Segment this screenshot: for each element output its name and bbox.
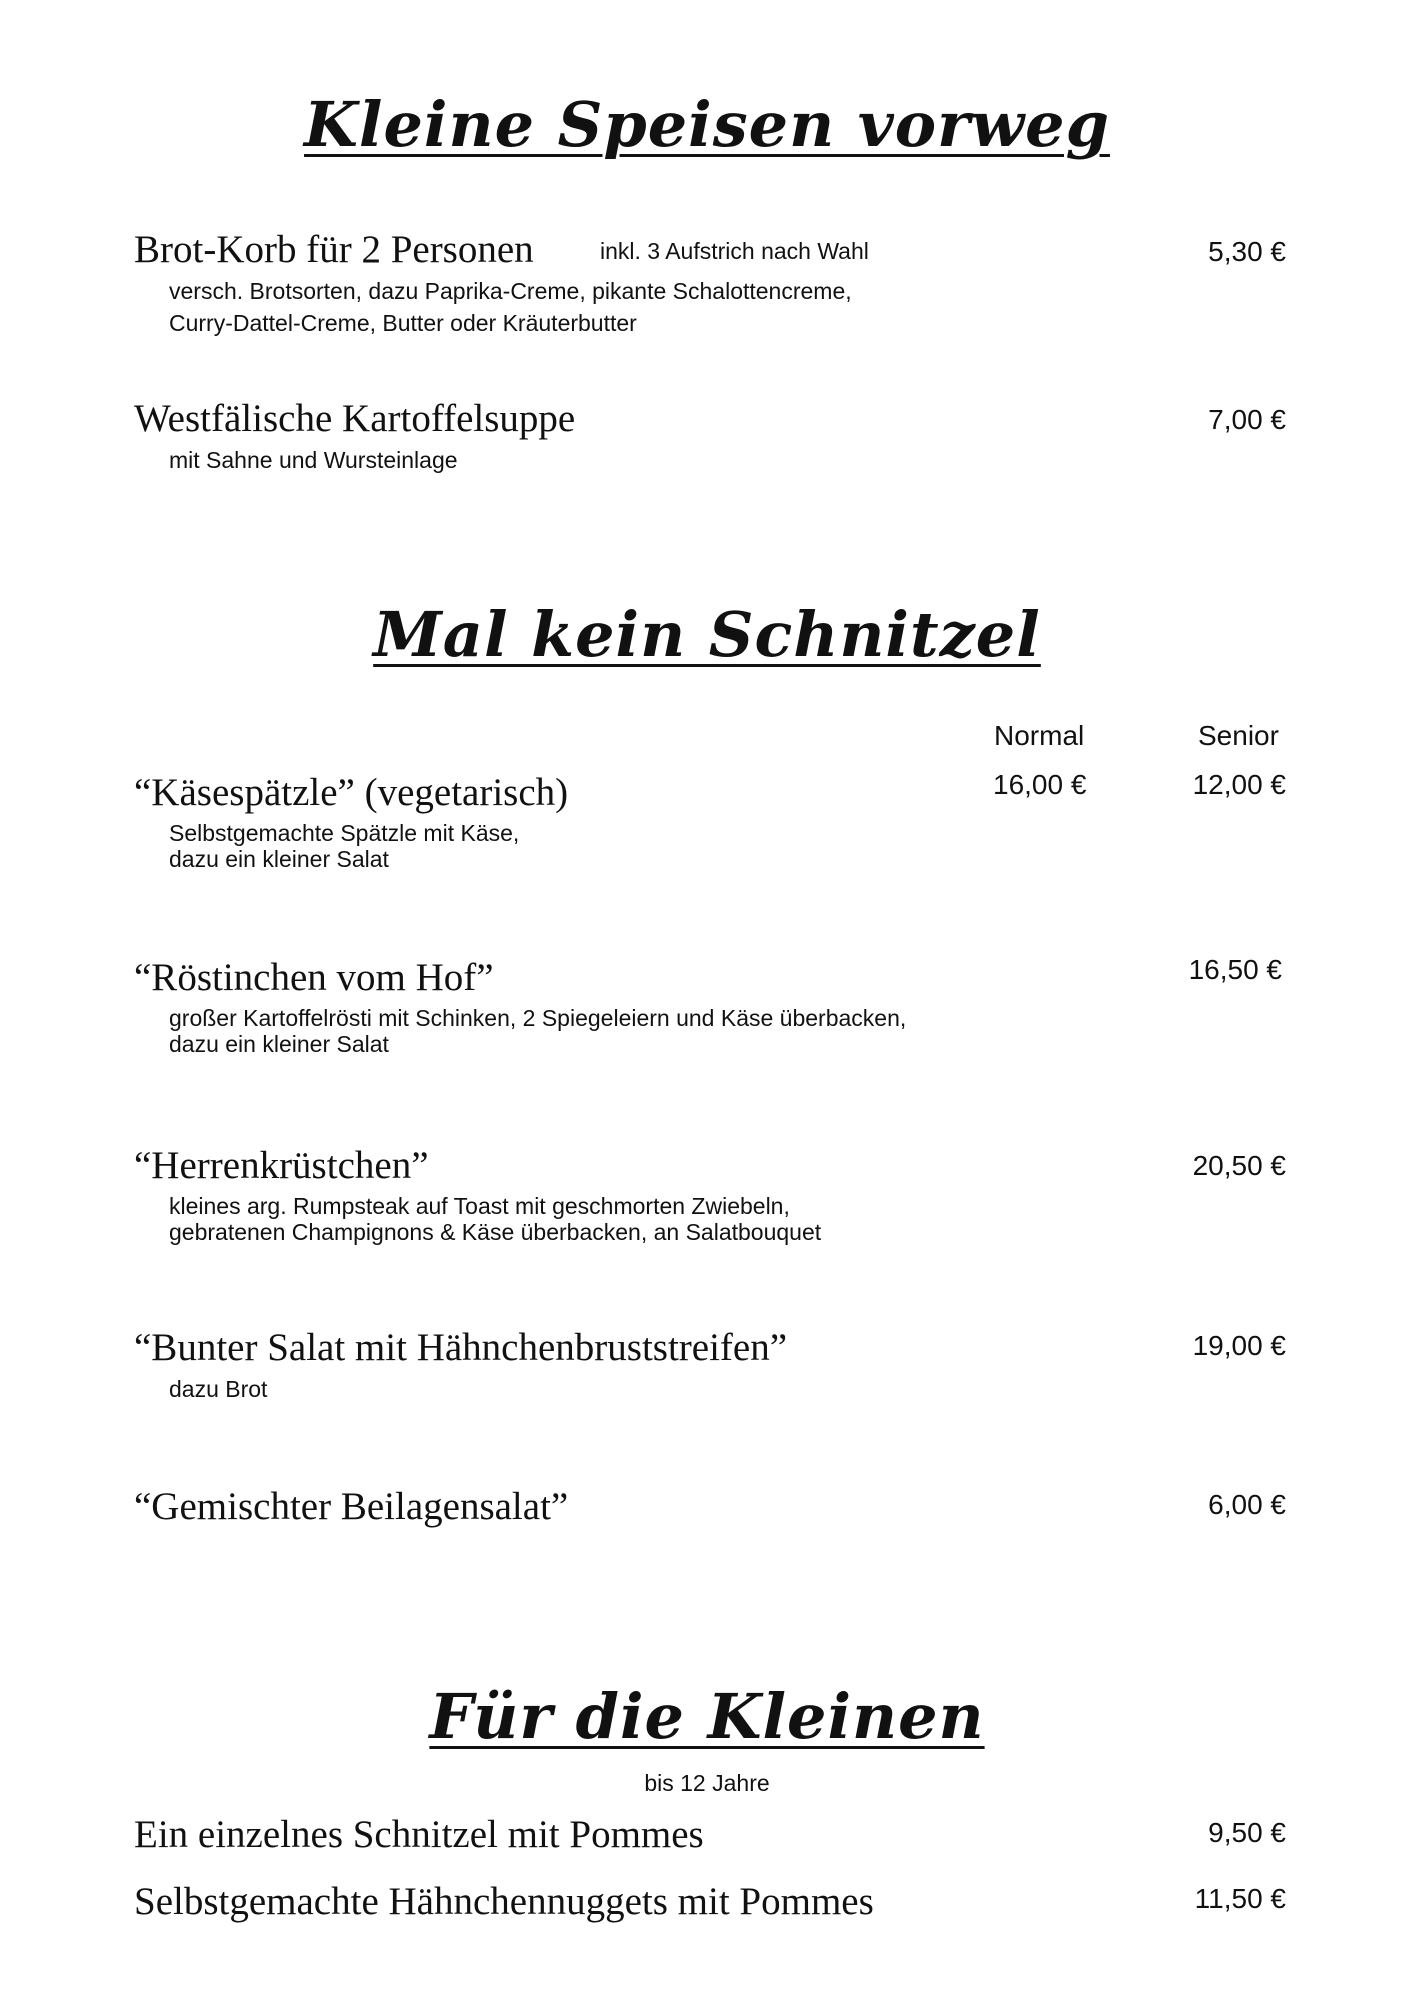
item-desc-kaesespaetzle-2: dazu ein kleiner Salat	[169, 846, 389, 872]
item-price-roestinchen: 16,50 €	[1188, 954, 1282, 985]
item-price-kartoffelsuppe: 7,00 €	[1208, 404, 1286, 435]
item-price-normal-kaesespaetzle: 16,00 €	[993, 769, 1087, 800]
item-desc-herrenkruestchen-1: kleines arg. Rumpsteak auf Toast mit geschmorten Zwiebeln,	[169, 1193, 790, 1219]
item-desc-kaesespaetzle-1: Selbstgemachte Spätzle mit Käse,	[169, 820, 520, 846]
section-title-schnitzel: Mal kein Schnitzel	[373, 598, 1041, 671]
item-name-schnitzel-pommes: Ein einzelnes Schnitzel mit Pommes	[134, 1813, 704, 1856]
item-name-herrenkruestchen: “Herrenkrüstchen”	[134, 1144, 429, 1187]
item-name-kaesespaetzle: “Käsespätzle” (vegetarisch)	[134, 771, 569, 814]
section-title-kleinen: Für die Kleinen	[429, 1680, 985, 1753]
item-price-beilagensalat: 6,00 €	[1208, 1489, 1286, 1520]
column-header-normal: Normal	[994, 720, 1085, 751]
item-price-schnitzel-pommes: 9,50 €	[1208, 1817, 1286, 1848]
item-price-bunter-salat: 19,00 €	[1192, 1330, 1286, 1361]
item-price-senior-kaesespaetzle: 12,00 €	[1192, 769, 1286, 800]
item-price-nuggets-pommes: 11,50 €	[1194, 1883, 1286, 1914]
item-desc-kartoffelsuppe: mit Sahne und Wursteinlage	[169, 447, 458, 473]
item-desc-brotkorb-1: versch. Brotsorten, dazu Paprika-Creme, pikante Schalottencreme,	[169, 278, 852, 304]
item-name-bunter-salat: “Bunter Salat mit Hähnchenbruststreifen”	[134, 1326, 788, 1369]
item-price-herrenkruestchen: 20,50 €	[1192, 1150, 1286, 1181]
item-name-brotkorb: Brot-Korb für 2 Personen	[134, 228, 534, 271]
item-name-kartoffelsuppe: Westfälische Kartoffelsuppe	[134, 397, 576, 440]
section-title-vorweg: Kleine Speisen vorweg	[304, 88, 1110, 161]
item-price-brotkorb: 5,30 €	[1208, 236, 1286, 267]
section-subtitle-kleinen: bis 12 Jahre	[644, 1770, 770, 1796]
item-name-roestinchen: “Röstinchen vom Hof”	[134, 956, 494, 999]
item-desc-roestinchen-1: großer Kartoffelrösti mit Schinken, 2 Spiegeleiern und Käse überbacken,	[169, 1005, 907, 1031]
item-name-nuggets-pommes: Selbstgemachte Hähnchennuggets mit Pommes	[134, 1880, 874, 1923]
item-desc-bunter-salat: dazu Brot	[169, 1376, 268, 1402]
item-name-beilagensalat: “Gemischter Beilagensalat”	[134, 1485, 569, 1528]
item-desc-herrenkruestchen-2: gebratenen Champignons & Käse überbacken, an Salatbouquet	[169, 1219, 822, 1245]
item-desc-roestinchen-2: dazu ein kleiner Salat	[169, 1031, 389, 1057]
item-desc-brotkorb-2: Curry-Dattel-Creme, Butter oder Kräuterbutter	[169, 310, 637, 336]
item-note-brotkorb: inkl. 3 Aufstrich nach Wahl	[600, 238, 869, 264]
column-header-senior: Senior	[1198, 720, 1279, 751]
